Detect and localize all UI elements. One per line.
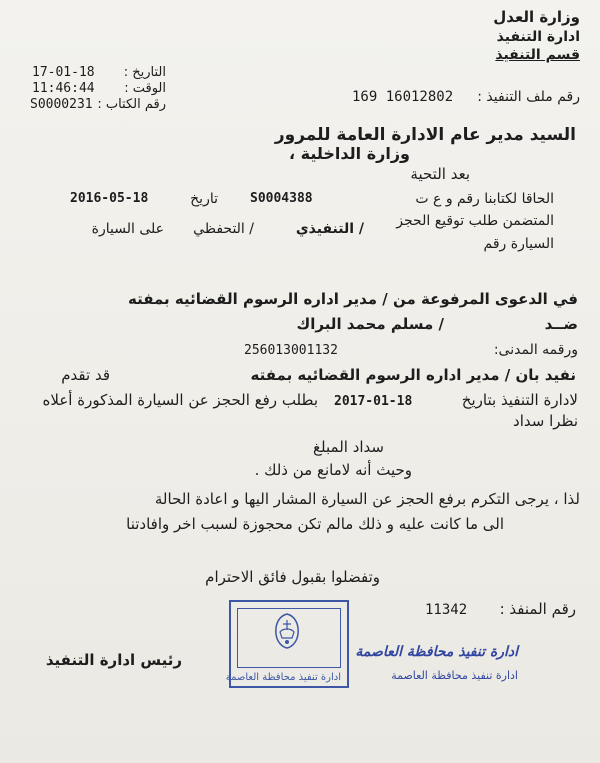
executor-number-value: 11342 — [425, 602, 468, 618]
file-number-label: رقم ملف التنفيذ : — [477, 89, 580, 105]
subject-executive: / التنفيذي — [295, 221, 364, 237]
date-value: 17-01-18 — [32, 65, 95, 80]
reference-date: 2016-05-18 — [70, 191, 149, 206]
greeting: بعد التحية — [410, 165, 470, 183]
reference-text: الحاقا لكتابنا رقم و ع ت — [415, 191, 554, 207]
executor-number-label: رقم المنفذ : — [499, 600, 576, 618]
kuwait-emblem-icon — [271, 612, 303, 650]
subject-car: على السيارة — [91, 221, 164, 237]
date-label: التاريخ : — [123, 65, 166, 80]
reason-payment: سداد المبلغ — [313, 438, 384, 456]
addressee-ministry: وزارة الداخلية ، — [288, 144, 410, 163]
reference-number: S0004388 — [250, 191, 313, 206]
reason-text: نظرا سداد — [513, 412, 578, 430]
department-name: ادارة التنفيذ — [496, 29, 580, 45]
subject-reserve: / التحفظي — [193, 221, 254, 237]
section-name: قسم التنفيذ — [495, 47, 580, 63]
no-objection-text: وحيث أنه لامانع من ذلك . — [254, 461, 412, 479]
request-lift-text: لذا ، يرجى التكرم برفع الحجز عن السيارة المشار اليها و اعادة الحالة — [154, 490, 580, 508]
ministry-name: وزارة العدل — [493, 8, 580, 26]
reference-date-label: تاريخ — [190, 191, 218, 207]
notice-text: نفيد بان / مدير اداره الرسوم القضائيه بمفته — [250, 366, 576, 384]
subject-text: المتضمن طلب توقيع الحجز — [396, 213, 554, 229]
signature-block — [355, 640, 518, 686]
official-stamp — [225, 600, 349, 688]
letter-number-label: رقم الكتاب : — [97, 97, 166, 112]
file-number-value: 169 16012802 — [352, 89, 454, 105]
civil-id-label: ورقمه المدنى: — [493, 342, 578, 358]
stamp-text: ادارة تنفيذ محافظة العاصمة — [225, 672, 341, 683]
notice-submitted: قد تقدم — [61, 366, 110, 384]
defendant-name: / مسلم محمد البراك — [296, 315, 444, 333]
closing-regards: وتفضلوا بقبول فائق الاحترام — [205, 568, 380, 586]
request-date: 2017-01-18 — [334, 394, 413, 409]
against-label: ضــد — [544, 315, 578, 333]
letter-number-value: S0000231 — [30, 97, 93, 112]
addressee-title: السيد مدير عام الادارة العامة للمرور — [274, 125, 576, 145]
signature: ادارة تنفيذ محافظة العاصمة — [355, 644, 518, 660]
signature-subtitle: ادارة تنفيذ محافظة العاصمة — [391, 669, 518, 682]
time-label: الوقت : — [124, 81, 166, 96]
request-text: لادارة التنفيذ بتاريخ — [461, 391, 578, 409]
head-of-department-title: رئيس ادارة التنفيذ — [45, 651, 182, 669]
car-number-label: السيارة رقم — [483, 236, 554, 252]
request-lift-text-2: الى ما كانت عليه و ذلك مالم تكن محجوزة لسبب اخر وافادتنا — [126, 515, 504, 533]
request-text-2: بطلب رفع الحجز عن السيارة المذكورة أعلاه — [42, 391, 318, 409]
civil-id-value: 256013001132 — [244, 343, 338, 358]
time-value: 11:46:44 — [32, 81, 95, 96]
case-plaintiff: في الدعوى المرفوعة من / مدير اداره الرسوم القضائيه بمفته — [127, 290, 578, 308]
